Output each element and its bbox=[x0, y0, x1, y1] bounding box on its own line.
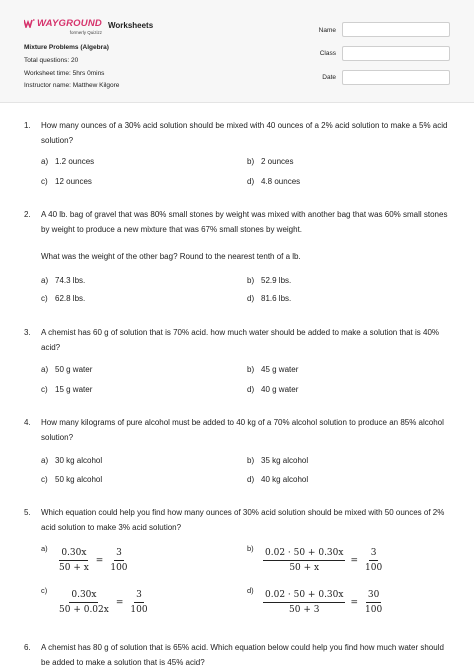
q4-option-b[interactable]: b) 35 kg alcohol bbox=[247, 456, 309, 465]
q4-option-c[interactable]: c) 50 kg alcohol bbox=[41, 475, 103, 484]
brand bbox=[24, 18, 153, 35]
question-number: 5. bbox=[24, 508, 31, 517]
q5-option-c[interactable]: c) $\frac{0.30x}{50 + 0.02x}$ = $\frac{3}{100}$ bbox=[41, 586, 148, 615]
wayground-logo bbox=[24, 18, 102, 35]
instructor-name: Instructor name: Matthew Kilgore bbox=[24, 82, 120, 89]
class-label: Class bbox=[319, 50, 336, 57]
question-text: How many kilograms of pure alcohol must be added to 40 kg of a 70% alcohol solution to produce an 85% alcohol solution? bbox=[41, 418, 444, 442]
worksheet-name: Mixture Problems (Algebra) bbox=[24, 44, 109, 51]
logo-subtext: formerly Quizizz bbox=[69, 30, 102, 35]
question-1 bbox=[24, 118, 454, 148]
q1-option-c[interactable]: c) 12 ounces bbox=[41, 177, 92, 186]
date-field[interactable] bbox=[342, 70, 450, 85]
question-4 bbox=[24, 415, 454, 445]
app-title: Worksheets bbox=[107, 21, 154, 30]
question-number: 6. bbox=[24, 643, 31, 652]
q2-option-c[interactable]: c) 62.8 lbs. bbox=[41, 294, 86, 303]
total-questions: Total questions: 20 bbox=[24, 57, 79, 64]
equation: $\frac{0.02 \cdot 50 + 0.30x}{50 + x}$ = $\frac{3}{100}$ bbox=[265, 548, 383, 573]
wayground-mark-icon bbox=[24, 19, 35, 28]
q4-option-a[interactable]: a) 30 kg alcohol bbox=[41, 456, 103, 465]
q4-option-d[interactable]: d) 40 kg alcohol bbox=[247, 475, 309, 484]
equation: $\frac{0.30x}{50 + 0.02x}$ = $\frac{3}{100}$ bbox=[59, 590, 148, 615]
date-label: Date bbox=[322, 74, 336, 81]
q3-option-c[interactable]: c) 15 g water bbox=[41, 385, 93, 394]
equation: $\frac{0.02 \cdot 50 + 0.30x}{50 + 3}$ = $\frac{30}{100}$ bbox=[265, 590, 383, 615]
worksheet-time: Worksheet time: 5hrs 0mins bbox=[24, 70, 105, 77]
q2-option-b[interactable]: b) 52.9 lbs. bbox=[247, 276, 292, 285]
question-text: Which equation could help you find how many ounces of 30% acid solution should be mixed with 50 ounces of 2% acid solution to make 3% acid solution? bbox=[41, 508, 445, 532]
q5-option-b[interactable]: b) $\frac{0.02 \cdot 50 + 0.30x}{50 + x}$ = $\frac{3}{100}$ bbox=[247, 544, 383, 573]
q5-option-a[interactable]: a) $\frac{0.30x}{50 + x}$ = $\frac{3}{100}$ bbox=[41, 544, 128, 573]
logo-text: WAYGROUND bbox=[37, 18, 102, 29]
class-field[interactable] bbox=[342, 46, 450, 61]
question-text: How many ounces of a 30% acid solution should be mixed with 40 ounces of a 2% acid solution to make a 5% acid solution? bbox=[41, 121, 448, 145]
question-number: 4. bbox=[24, 418, 31, 427]
equation: $\frac{0.30x}{50 + x}$ = $\frac{3}{100}$ bbox=[59, 548, 128, 573]
question-text: What was the weight of the other bag? Round to the nearest tenth of a lb. bbox=[41, 252, 301, 261]
name-label: Name bbox=[318, 27, 336, 34]
q1-option-a[interactable]: a) 1.2 ounces bbox=[41, 157, 95, 166]
q2-option-d[interactable]: d) 81.6 lbs. bbox=[247, 294, 292, 303]
question-text: A chemist has 80 g of solution that is 65% acid. Which equation below could help you find how much water should be added to make a solution that is 45% acid? bbox=[41, 643, 444, 667]
question-number: 3. bbox=[24, 328, 31, 337]
question-3 bbox=[24, 325, 454, 355]
worksheet-header bbox=[0, 0, 474, 103]
question-text: A chemist has 60 g of solution that is 70% acid. how much water should be added to make a solution that is 40% acid? bbox=[41, 328, 440, 352]
q1-option-d[interactable]: d) 4.8 ounces bbox=[247, 177, 301, 186]
q1-option-b[interactable]: b) 2 ounces bbox=[247, 157, 294, 166]
q3-option-a[interactable]: a) 50 g water bbox=[41, 365, 93, 374]
question-number: 1. bbox=[24, 121, 31, 130]
q3-option-b[interactable]: b) 45 g water bbox=[247, 365, 299, 374]
q5-option-d[interactable]: d) $\frac{0.02 \cdot 50 + 0.30x}{50 + 3}$ = $\frac{30}{100}$ bbox=[247, 586, 383, 615]
q3-option-d[interactable]: d) 40 g water bbox=[247, 385, 299, 394]
question-5 bbox=[24, 505, 454, 535]
question-number: 2. bbox=[24, 210, 31, 219]
q2-option-a[interactable]: a) 74.3 lbs. bbox=[41, 276, 86, 285]
question-2 bbox=[24, 207, 454, 264]
name-field[interactable] bbox=[342, 22, 450, 37]
question-text: A 40 lb. bag of gravel that was 80% small stones by weight was mixed with another bag that was 60% small stones by weight to produce a new mixture that was 67% small stones by weight. bbox=[41, 210, 448, 234]
question-6 bbox=[24, 640, 454, 670]
